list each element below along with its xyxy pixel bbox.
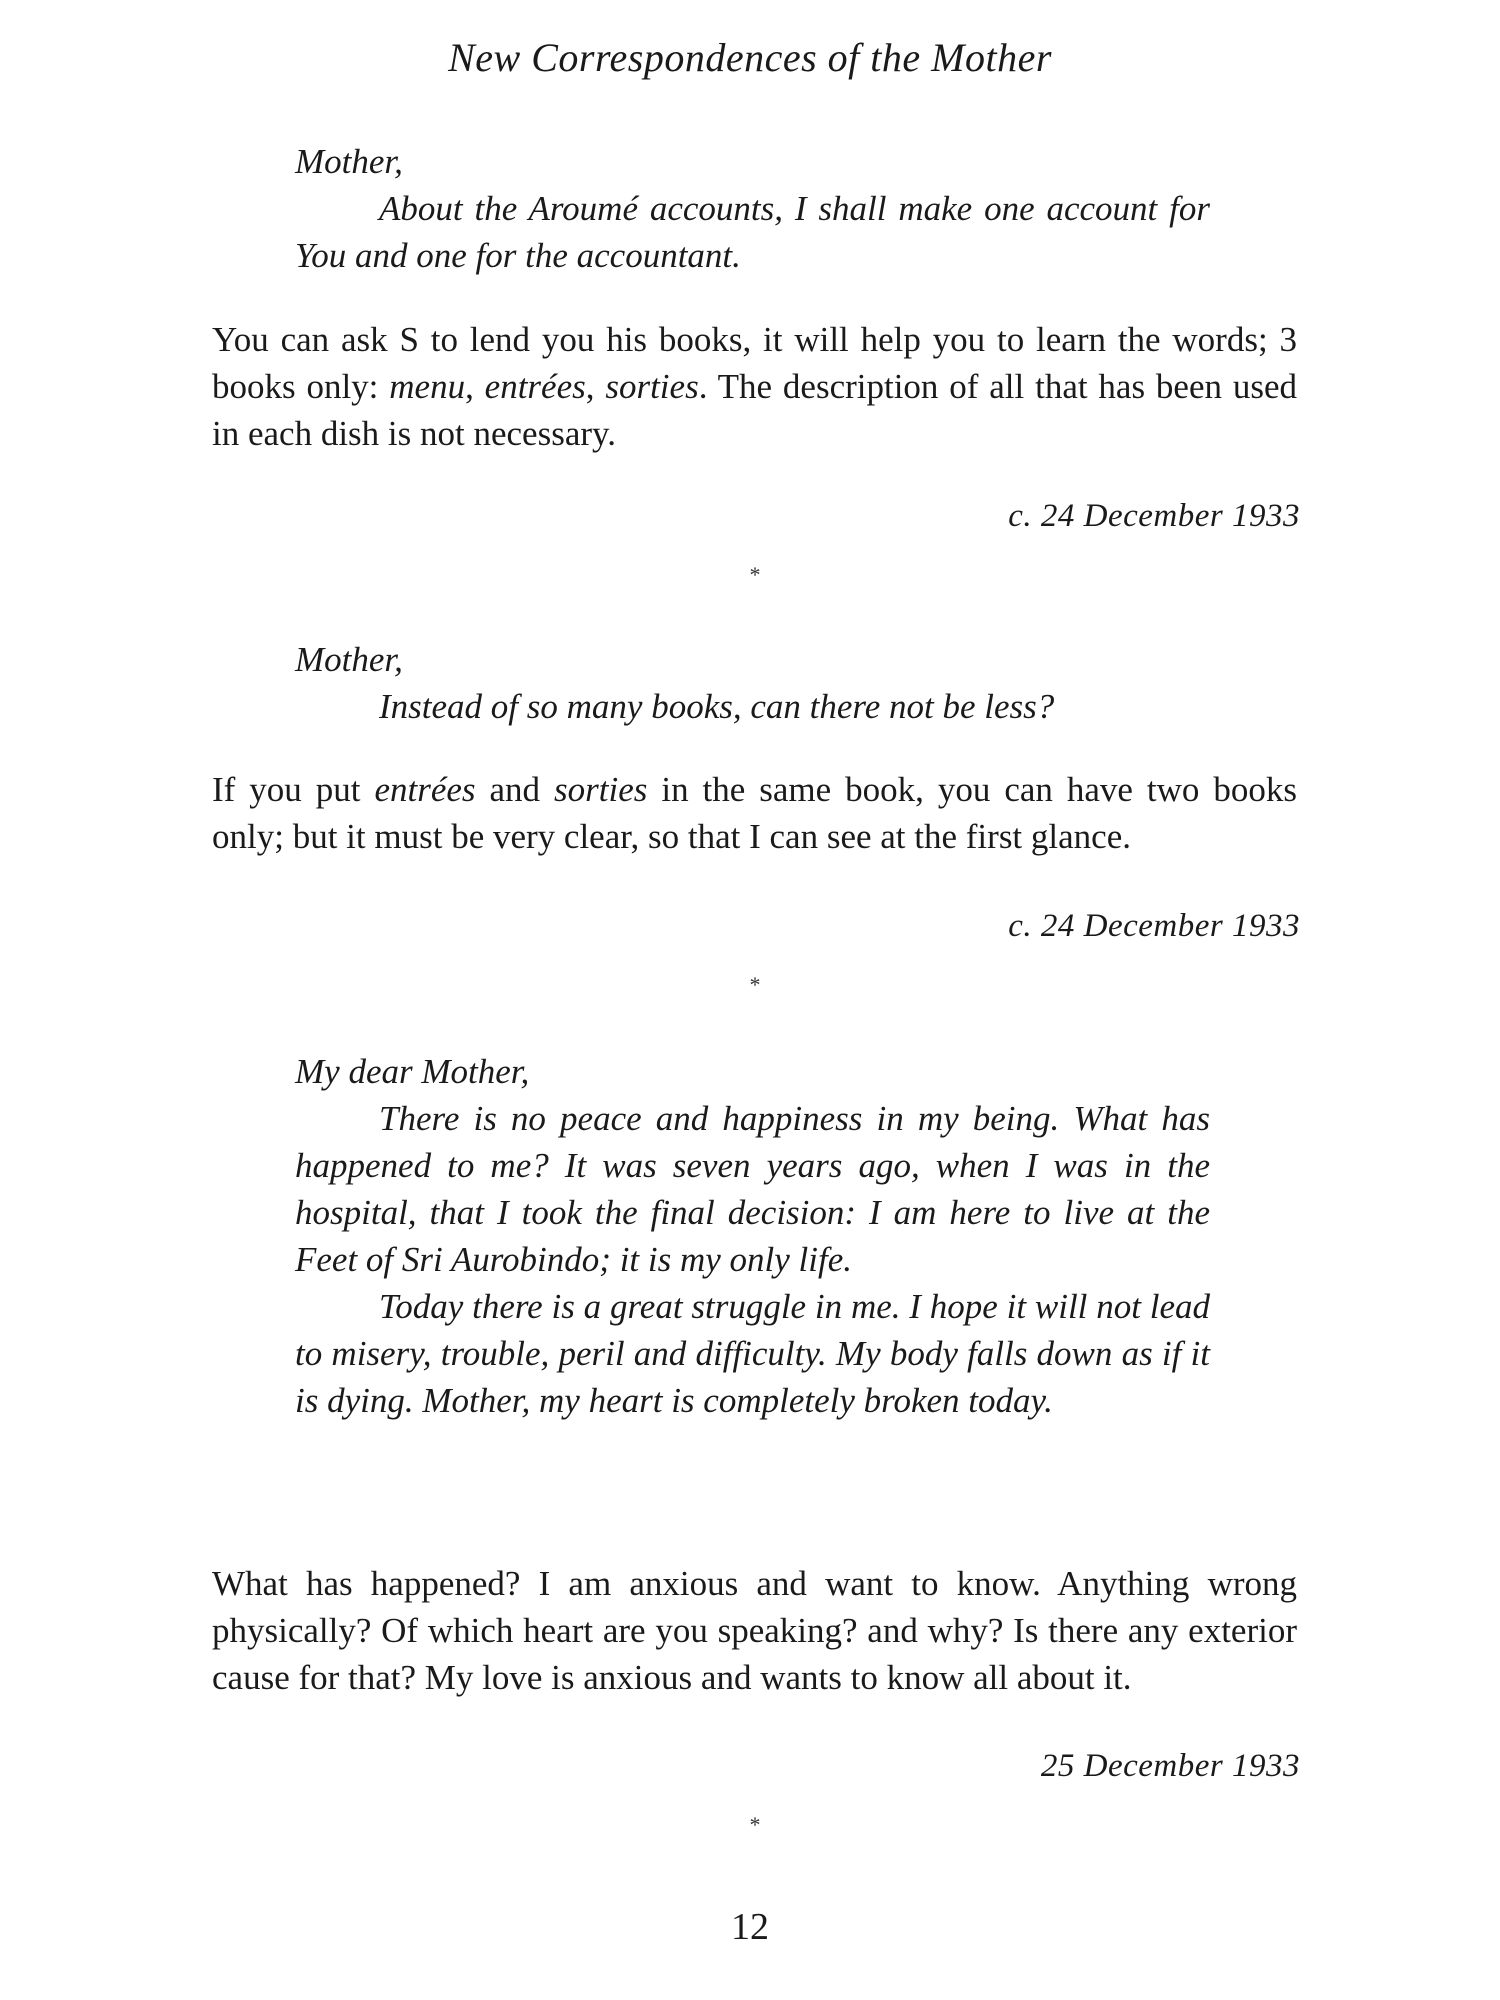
letter-3-paragraph-2: Today there is a great struggle in me. I hope it will not lead to misery, trouble, peril and difficulty. My body falls down as if it is dying. Mother, my heart is completely broken today. — [295, 1287, 1210, 1420]
reply-3-text: What has happened? I am anxious and want to know. Anything wrong physically? Of which heart are you speaking? and why? Is there any exterior cause for that? My love is anxious and wants to know all about it. — [212, 1564, 1297, 1697]
date-3: 25 December 1933 — [1040, 1748, 1300, 1784]
letter-2-paragraph-1: Instead of so many books, can there not be less? — [379, 687, 1055, 726]
letter-2 — [295, 636, 1210, 730]
letter-3-salutation: My dear Mother, — [295, 1052, 530, 1091]
separator-asterisk: * — [749, 972, 761, 997]
letter-1 — [295, 138, 1210, 279]
date-1: c. 24 December 1933 — [1008, 498, 1300, 534]
reply-1-italic-sorties: sorties — [605, 367, 699, 406]
reply-2-text-end: in the same book, you can have two books only; but it must be very clear, so that I can see at the first glance. — [212, 770, 1297, 856]
reply-2-and: and — [475, 770, 555, 809]
reply-1 — [212, 316, 1297, 457]
page-number: 12 — [731, 1906, 769, 1948]
reply-1-comma: , — [465, 367, 485, 406]
letter-2-salutation: Mother, — [295, 640, 403, 679]
reply-2-italic-entrees: entrées — [374, 770, 476, 809]
separator-asterisk: * — [749, 1812, 761, 1837]
letter-1-paragraph-1: About the Aroumé accounts, I shall make one account for You and one for the accountant. — [295, 189, 1210, 275]
reply-3 — [212, 1560, 1297, 1701]
reply-1-text-end: . The description of all that has been used in each dish is not necessary. — [212, 367, 1297, 453]
reply-2-italic-sorties: sorties — [554, 770, 648, 809]
reply-1-comma-2: , — [585, 367, 606, 406]
reply-2 — [212, 766, 1297, 860]
letter-3-paragraph-1: There is no peace and happiness in my being. What has happened to me? It was seven years ago, when I was in the hospital, that I took the final decision: I am here to live at the Feet of Sri Aurobindo; it is my only life. — [295, 1099, 1210, 1279]
reply-1-text: You can ask S to lend you his books, it will help you to learn the words; 3 books only: — [212, 320, 1297, 406]
letter-1-salutation: Mother, — [295, 142, 403, 181]
reply-1-italic-menu: menu — [389, 367, 466, 406]
separator-asterisk: * — [749, 562, 761, 587]
running-head: New Correspondences of the Mother — [448, 35, 1052, 80]
date-2: c. 24 December 1933 — [1008, 908, 1300, 944]
reply-1-italic-entrees: entrées — [484, 367, 586, 406]
letter-3 — [295, 1048, 1210, 1424]
reply-2-text: If you put — [212, 770, 375, 809]
